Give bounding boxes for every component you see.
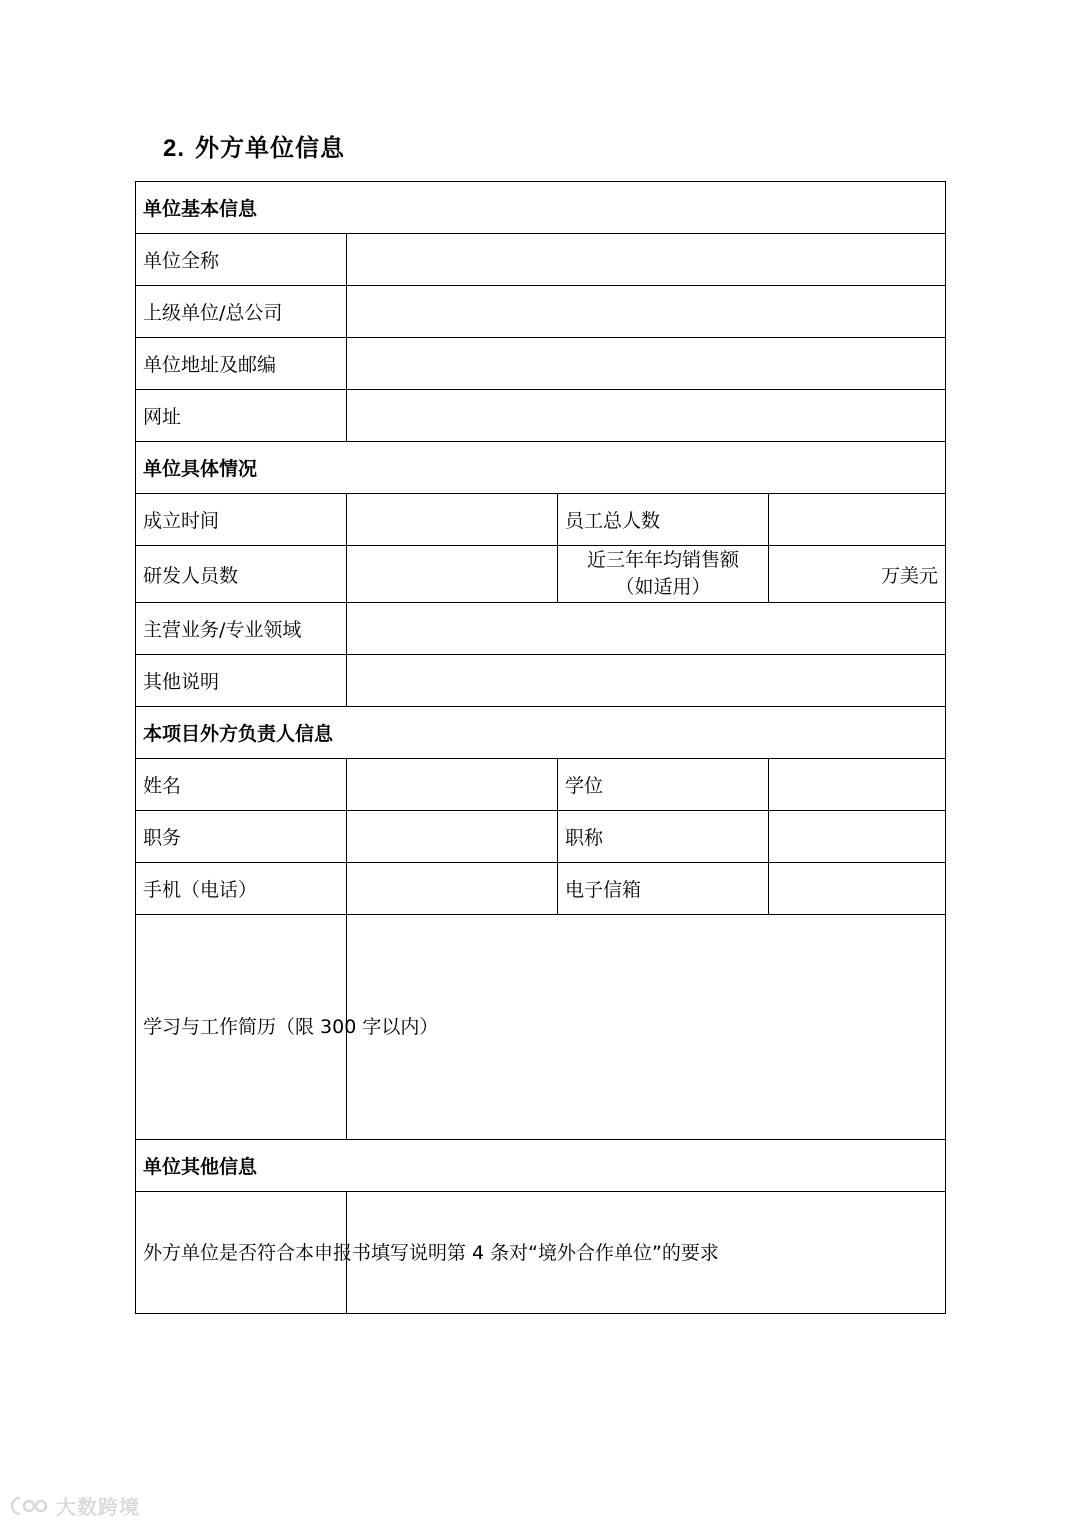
website-field[interactable]	[347, 390, 946, 442]
founded-label: 成立时间	[136, 494, 347, 546]
employees-field[interactable]	[769, 494, 946, 546]
full-name-label: 单位全称	[136, 234, 347, 286]
table-row	[136, 494, 946, 546]
sales-label-line2: （如适用）	[615, 576, 711, 598]
name-label: 姓名	[136, 759, 347, 811]
email-field[interactable]	[769, 863, 946, 915]
position-field[interactable]	[347, 811, 558, 863]
table-row	[136, 603, 946, 655]
watermark-logo-icon	[12, 1495, 52, 1517]
degree-label: 学位	[558, 759, 769, 811]
table-row	[136, 863, 946, 915]
employees-label: 员工总人数	[558, 494, 769, 546]
address-label: 单位地址及邮编	[136, 338, 347, 390]
section-title: 外方单位信息	[195, 134, 346, 162]
sales-label	[558, 546, 769, 603]
title-rank-label: 职称	[558, 811, 769, 863]
table-row	[136, 655, 946, 707]
foreign-unit-form	[135, 181, 946, 1314]
degree-field[interactable]	[769, 759, 946, 811]
details-header: 单位具体情况	[136, 442, 946, 494]
website-label: 网址	[136, 390, 347, 442]
rd-staff-field[interactable]	[347, 546, 558, 603]
email-label: 电子信箱	[558, 863, 769, 915]
sales-label-line1: 近三年年均销售额	[586, 549, 739, 571]
full-name-field[interactable]	[347, 234, 946, 286]
title-rank-field[interactable]	[769, 811, 946, 863]
table-row	[136, 1192, 946, 1314]
table-row	[136, 442, 946, 494]
table-row	[136, 811, 946, 863]
parent-company-field[interactable]	[347, 286, 946, 338]
position-label: 职务	[136, 811, 347, 863]
business-field[interactable]	[347, 603, 946, 655]
rd-staff-label: 研发人员数	[136, 546, 347, 603]
address-field[interactable]	[347, 338, 946, 390]
leader-header: 本项目外方负责人信息	[136, 707, 946, 759]
resume-label: 学习与工作简历（限 300 字以内）	[136, 915, 347, 1140]
table-row	[136, 759, 946, 811]
basic-info-header: 单位基本信息	[136, 182, 946, 234]
table-row	[136, 915, 946, 1140]
table-row	[136, 338, 946, 390]
table-row	[136, 286, 946, 338]
watermark-text: 大数跨境	[56, 1495, 140, 1519]
watermark	[12, 1491, 140, 1520]
business-label: 主营业务/专业领域	[136, 603, 347, 655]
sales-field[interactable]	[769, 546, 946, 603]
compliance-label: 外方单位是否符合本申报书填写说明第 4 条对“境外合作单位”的要求	[136, 1192, 347, 1314]
phone-label: 手机（电话）	[136, 863, 347, 915]
parent-company-label: 上级单位/总公司	[136, 286, 347, 338]
other-info-header: 单位其他信息	[136, 1140, 946, 1192]
table-row	[136, 707, 946, 759]
sales-unit: 万美元	[881, 564, 939, 587]
section-heading	[163, 128, 345, 163]
phone-field[interactable]	[347, 863, 558, 915]
other-notes-label: 其他说明	[136, 655, 347, 707]
other-notes-field[interactable]	[347, 655, 946, 707]
table-row	[136, 234, 946, 286]
table-row	[136, 546, 946, 603]
table-row	[136, 182, 946, 234]
table-row	[136, 390, 946, 442]
founded-field[interactable]	[347, 494, 558, 546]
table-row	[136, 1140, 946, 1192]
section-number: 2.	[163, 135, 186, 162]
name-field[interactable]	[347, 759, 558, 811]
